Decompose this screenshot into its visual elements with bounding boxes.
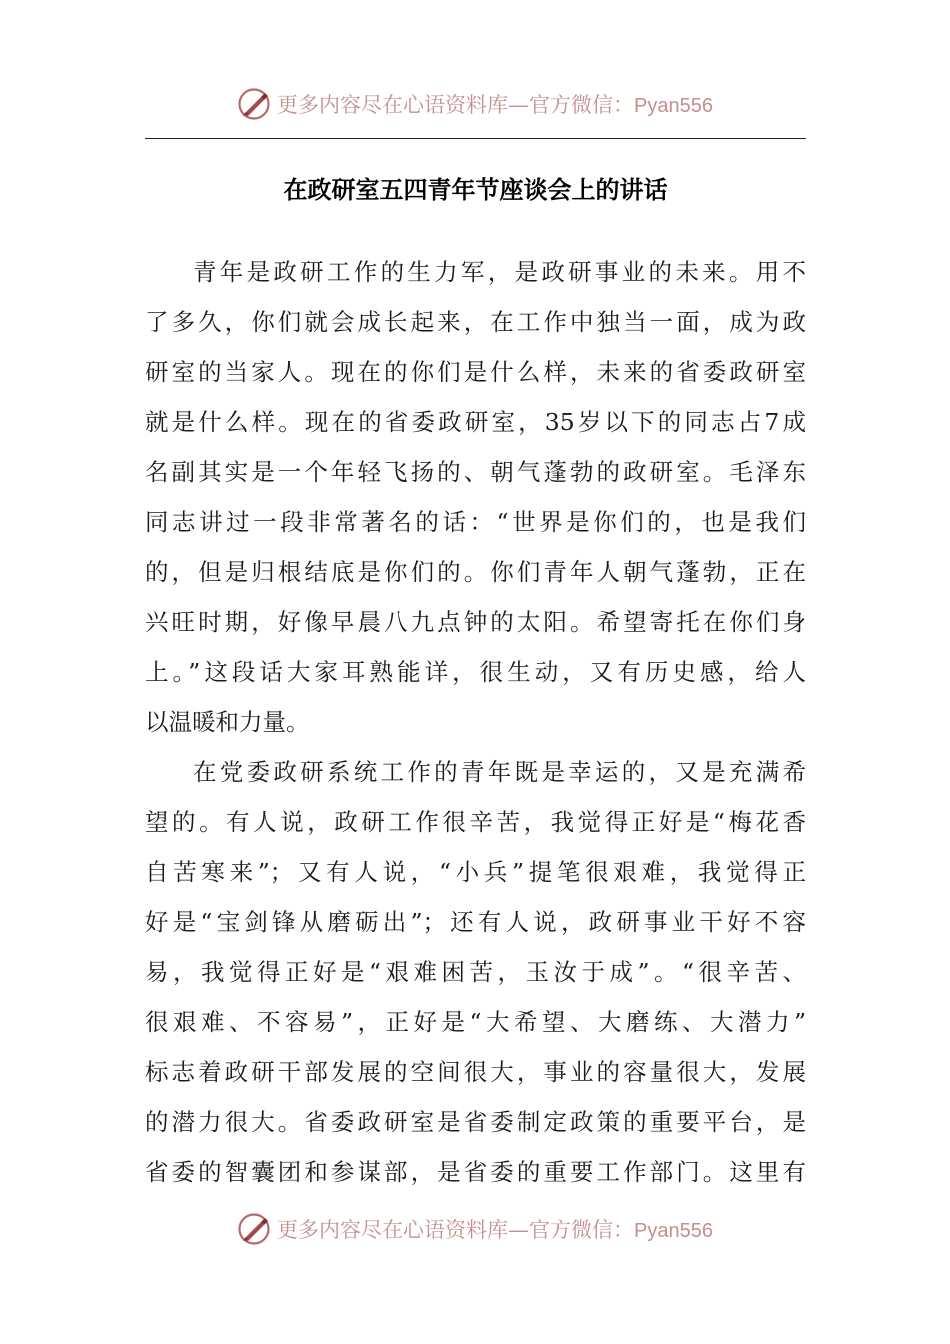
paragraph-line: 就是什么样。现在的省委政研室，35岁以下的同志占7成 (145, 408, 806, 436)
watermark-text (277, 1214, 713, 1244)
body-text (145, 247, 806, 1197)
paragraph-line: 青年是政研工作的生力军，是政研事业的未来。用不 (193, 258, 806, 286)
footer-watermark-banner (0, 1207, 950, 1251)
paragraph-line: 在党委政研系统工作的青年既是幸运的，又是充满希 (193, 758, 806, 786)
paragraph-line: 很艰难、不容易”，正好是“大希望、大磨练、大潜力” (145, 1008, 806, 1036)
paragraph-line: 易，我觉得正好是“艰难困苦，玉汝于成”。“很辛苦、 (145, 958, 806, 986)
paragraph-line: 的，但是归根结底是你们的。你们青年人朝气蓬勃，正在 (145, 558, 806, 586)
wechat-id: Pyan556 (634, 95, 713, 117)
page-title: 在政研室五四青年节座谈会上的讲话 (283, 175, 668, 204)
paragraph-line: 兴旺时期，好像早晨八九点钟的太阳。希望寄托在你们身 (145, 608, 806, 636)
header-watermark-banner (0, 82, 950, 126)
paragraph-line: 的潜力很大。省委政研室是省委制定政策的重要平台，是 (145, 1108, 806, 1136)
header-divider (145, 138, 806, 139)
paragraph-line: 望的。有人说，政研工作很辛苦，我觉得正好是“梅花香 (145, 808, 806, 836)
paragraph-line: 了多久，你们就会成长起来，在工作中独当一面，成为政 (145, 308, 806, 336)
watermark-text (277, 89, 713, 119)
paragraph-line: 上。”这段话大家耳熟能详，很生动，又有历史感，给人 (145, 658, 806, 686)
wechat-id: Pyan556 (634, 1220, 713, 1242)
paragraph-line: 好是“宝剑锋从磨砺出”；还有人说，政研事业干好不容 (145, 908, 806, 936)
watermark-main-text: 更多内容尽在心语资料库—官方微信： (277, 93, 635, 117)
paragraph-line: 标志着政研干部发展的空间很大，事业的容量很大，发展 (145, 1058, 806, 1086)
paragraph-line: 名副其实是一个年轻飞扬的、朝气蓬勃的政研室。毛泽东 (145, 458, 806, 486)
pen-logo-icon (237, 1212, 271, 1246)
paragraph-line: 自苦寒来”；又有人说，“小兵”提笔很艰难，我觉得正 (145, 858, 806, 886)
paragraph-line: 研室的当家人。现在的你们是什么样，未来的省委政研室 (145, 358, 806, 386)
pen-logo-icon (237, 87, 271, 121)
paragraph-line: 同志讲过一段非常著名的话：“世界是你们的，也是我们 (145, 508, 806, 536)
paragraph-line: 以温暖和力量。 (145, 708, 310, 736)
paragraph-line: 省委的智囊团和参谋部，是省委的重要工作部门。这里有 (145, 1158, 806, 1186)
watermark-main-text: 更多内容尽在心语资料库—官方微信： (277, 1218, 635, 1242)
